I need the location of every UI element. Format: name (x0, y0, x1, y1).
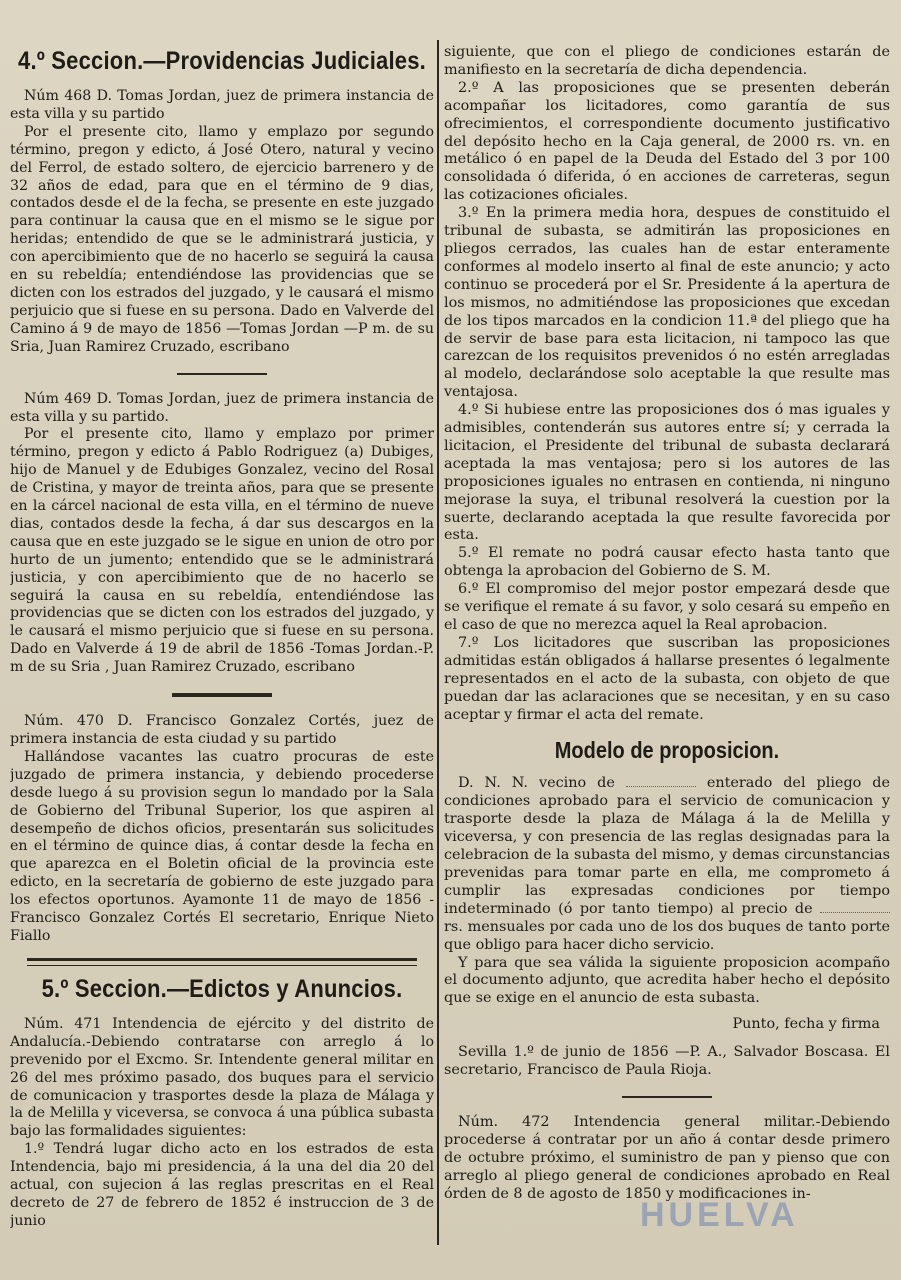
condition-1-continued: siguiente, que con el pliego de condiciones estarán de manifiesto en la secretaría de dicha dependencia. (444, 44, 890, 78)
section-divider (27, 958, 417, 961)
model-text (444, 775, 890, 954)
library-stamp: HUELVA (640, 1196, 799, 1234)
notice-472: Núm. 472 Intendencia general militar.-Debiendo procederse á contratar por un año á contar desde primero de octubre próximo, el suministro de pan y pienso que con arreglo al pliego general de condiciones aprobado en Real órden de 8 de agosto de 1850 y modificaciones in- (444, 1114, 890, 1202)
section-4-title: 4.º Seccion.—Providencias Judiciales. (18, 46, 426, 75)
section-5-title: 5.º Seccion.—Edictos y Anuncios. (41, 974, 403, 1003)
condition-5: 5.º El remate no podrá causar efecto hasta tanto que obtenga la aprobacion del Gobierno de S. M. (444, 545, 890, 580)
condition-2: 2.º A las proposiciones que se presenten deberán acompañar los licitadores, como garantía de sus ofrecimientos, el correspondiente documento justificativo del depósito hecho en la Caja general, de 2000 rs. vn. en metálico ó en papel de la Deuda del Estado del 3 por 100 consolidada ó diferida, ó en acciones de carreteras, segun las cotizaciones oficiales. (444, 79, 890, 204)
section-divider-thin (27, 965, 417, 966)
notice-470-header: Núm. 470 D. Francisco Gonzalez Cortés, juez de primera instancia de esta ciudad y su partido (10, 713, 434, 747)
blank-field (626, 776, 696, 787)
separator-rule (622, 1096, 712, 1098)
signature-block: Sevilla 1.º de junio de 1856 —P. A., Salvador Boscasa. El secretario, Francisco de Paula Rioja. (444, 1044, 890, 1079)
column-rule (437, 40, 439, 1245)
model-text-c: rs. mensuales por cada uno de los dos buques de tanto porte que obligo para hacer dicho servicio. (444, 918, 890, 953)
notice-469-header: Núm 469 D. Tomas Jordan, juez de primera instancia de esta villa y su partido. (10, 390, 434, 425)
condition-4: 4.º Si hubiese entre las proposiciones dos ó mas iguales y admisibles, contenderán sus autores entre sí; y cerrada la licitacion, el Presidente del tribunal de subasta declarará aceptada la mas ventajosa; pero si los autores de las proposiciones iguales no entrasen en contienda, ni ninguno mejorase la suya, el tribunal resolverá la cuestion por la suerte, declarando aceptada la que resulte favorecida por esta. (444, 402, 890, 544)
notice-471-intro: Núm. 471 Intendencia de ejército y del distrito de Andalucía.-Debiendo contratarse con arreglo á lo prevenido por el Excmo. Sr. Intendente general militar en 26 del mes próximo pasado, dos buques para el servicio de comunicacion y trasportes desde la plaza de Málaga y la de Melilla y viceversa, se convoca á una pública subasta bajo las formalidades siguientes: (10, 1015, 434, 1140)
notice-468-body: Por el presente cito, llamo y emplazo por segundo término, pregon y edicto, á José Otero, natural y vecino del Ferrol, de estado soltero, de ejercicio barrenero y de 32 años de edad, para que en el término de 9 dias, contados desde el de la fecha, se presente en este juzgado para continuar la causa que en el mismo se le sigue por heridas; entendido de que se le administrará justicia, y con apercibimiento que de no hacerlo se seguirá la causa en su rebeldía; entendiéndose las providencias que se dicten con los estrados del juzgado, y le causará el mismo perjuicio que si fuese en su persona. Dado en Valverde del Camino á 9 de mayo de 1856 —Tomas Jordan —P m. de su Sria, Juan Ramirez Cruzado, escribano (10, 123, 434, 355)
model-deposit-text: Y para que sea válida la siguiente proposicion acompaño el documento adjunto, que acredita haber hecho el depósito que se exige en el anuncio de esta subasta. (444, 954, 890, 1007)
notice-468-header: Núm 468 D. Tomas Jordan, juez de primera instancia de esta villa y su partido (10, 88, 434, 122)
separator-rule (172, 693, 272, 697)
model-title: Modelo de proposicion. (554, 738, 780, 765)
model-text-b: enterado del pliego de condiciones aprobado para el servicio de comunicacion y trasporte desde la plaza de Málaga á la de Melilla y viceversa, y con presencia de las reglas designadas para la celebracion de la subasta del mismo, y demas circunstancias prevenidas para tomar parte en ella, me comprometo á cumplir las expresadas condiciones por tiempo indeterminado (ó por tanto tiempo) al precio de (444, 775, 890, 917)
condition-6: 6.º El compromiso del mejor postor empezará desde que se verifique el remate á su favor, y solo cesará su empeño en el caso de que no merezca aquel la Real aprobacion. (444, 581, 890, 633)
place-date-signature: Punto, fecha y firma (732, 1016, 880, 1033)
notice-469-body: Por el presente cito, llamo y emplazo por primer término, pregon y edicto á Pablo Rodriguez (a) Dubiges, hijo de Manuel y de Edubiges Gonzalez, vecino del Rosal de Cristina, y mayor de treinta años, para que se presente en la cárcel nacional de esta villa, en el término de nueve dias, contados desde la fecha, á dar sus descargos en la causa que en este juzgado se le sigue en union de otro por hurto de un jumento; entendido que se le administrará justicia, y con apercibimiento que de no hacerlo se seguirá la causa en su rebeldía, entendiéndose las providencias que se dicten con los estrados del juzgado, y le causará el mismo perjuicio que si fuese en su persona. Dado en Valverde á 19 de abril de 1856 -Tomas Jordan.-P. m de su Sria , Juan Ramirez Cruzado, escribano (10, 426, 434, 676)
condition-3: 3.º En la primera media hora, despues de constituido el tribunal de subasta, se admitirán las proposiciones en pliegos cerrados, las cuales han de estar enteramente conformes al modelo inserto al final de este anuncio; y acto continuo se procederá por el Sr. Presidente á la apertura de los mismos, no admitiéndose las proposiciones que excedan de los tipos marcados en la condicion 11.ª del pliego que ha de servir de base para esta licitacion, ni tampoco las que carezcan de los requisitos prevenidos ó no estén arregladas al modelo, declarándose solo aceptable la que resulte mas ventajosa. (444, 205, 890, 401)
left-column (10, 40, 434, 1231)
separator-rule (177, 373, 267, 375)
notice-471-condition-1: 1.º Tendrá lugar dicho acto en los estrados de esta Intendencia, bajo mi presidencia, á la una del dia 20 del actual, con sujecion á las reglas prescritas en el Real decreto de 27 de febrero de 1852 é instruccion de 3 de junio (10, 1141, 434, 1229)
condition-7: 7.º Los licitadores que suscriban las proposiciones admitidas están obligados á hallarse presentes ó legalmente representados en el acto de la subasta, con objeto de que puedan dar las aclaraciones que se necesitan, y en su caso aceptar y firmar el acta del remate. (444, 634, 890, 723)
model-text-a: D. N. N. vecino de (458, 775, 615, 792)
blank-field (820, 902, 890, 913)
notice-470-body: Hallándose vacantes las cuatro procuras de este juzgado de primera instancia, y debiendo procederse desde luego á su provision segun lo mandado por la Sala de Gobierno del Tribunal Superior, los que aspiren al desempeño de dichos oficios, presentarán sus solicitudes en el término de quince dias, á contar desde la fecha en que aparezca en el Boletin oficial de la provincia este edicto, en la secretaría de gobierno de este juzgado para los efectos oportunos. Ayamonte 11 de mayo de 1856 -Francisco Gonzalez Cortés El secretario, Enrique Nieto Fiallo (10, 748, 434, 944)
right-column (444, 44, 890, 1204)
